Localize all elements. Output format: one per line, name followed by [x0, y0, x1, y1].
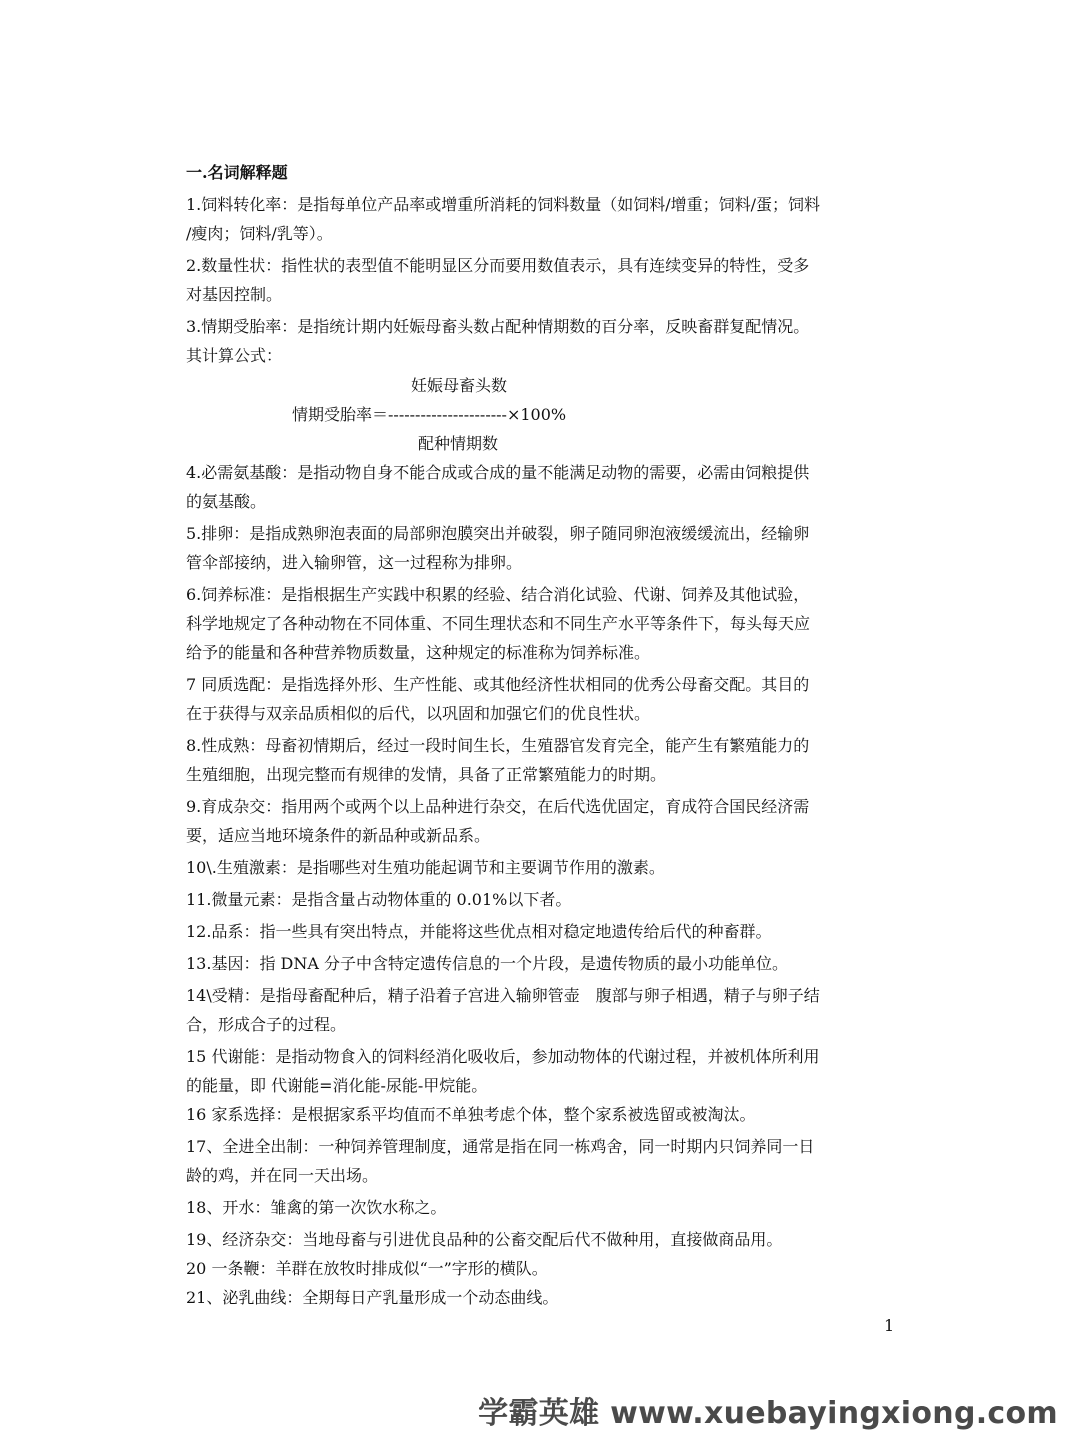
text-line: 的能量，即 代谢能=消化能-尿能-甲烷能。	[186, 1076, 488, 1095]
text-line: 的氨基酸。	[186, 492, 267, 511]
text-line: 给予的能量和各种营养物质数量，这种规定的标准称为饲养标准。	[186, 643, 651, 662]
text-line: 对基因控制。	[186, 285, 283, 304]
text-line: 要，适应当地环境条件的新品种或新品系。	[186, 826, 491, 845]
text-line: 管伞部接纳，进入输卵管，这一过程称为排卵。	[186, 553, 523, 572]
text-line: 8.性成熟：母畜初情期后，经过一段时间生长，生殖器官发育完全，能产生有繁殖能力的	[186, 736, 810, 755]
text-line: 生殖细胞，出现完整而有规律的发情，具备了正常繁殖能力的时期。	[186, 765, 667, 784]
formula-denominator: 配种情期数	[418, 434, 499, 453]
text-line: 15 代谢能：是指动物食入的饲料经消化吸收后，参加动物体的代谢过程，并被机体所利用	[186, 1047, 820, 1066]
text-line: 18、开水：雏禽的第一次饮水称之。	[186, 1198, 447, 1217]
text-line: 在于获得与双亲品质相似的后代，以巩固和加强它们的优良性状。	[186, 704, 651, 723]
page-number: 1	[884, 1316, 895, 1335]
text-line: /瘦肉；饲料/乳等）。	[186, 224, 333, 243]
text-line: 合，形成合子的过程。	[186, 1015, 347, 1034]
text-line: 17、全进全出制：一种饲养管理制度，通常是指在同一栋鸡舍，同一时期内只饲养同一日	[186, 1137, 815, 1156]
site-watermark: 学霸英雄 www.xuebayingxiong.com	[478, 1396, 1058, 1431]
text-line: 3.情期受胎率：是指统计期内妊娠母畜头数占配种情期数的百分率，反映畜群复配情况。	[186, 317, 810, 336]
document-body	[186, 158, 901, 1312]
text-line: 10\.生殖激素：是指哪些对生殖功能起调节和主要调节作用的激素。	[186, 858, 665, 877]
formula-expression: 情期受胎率＝----------------------×100%	[292, 405, 567, 424]
text-line: 13.基因：指 DNA 分子中含特定遗传信息的一个片段，是遗传物质的最小功能单位。	[186, 954, 789, 973]
text-line: 11.微量元素：是指含量占动物体重的 0.01%以下者。	[186, 890, 572, 909]
text-line: 科学地规定了各种动物在不同体重、不同生理状态和不同生产水平等条件下，每头每天应	[186, 614, 811, 633]
text-line: 其计算公式：	[186, 346, 283, 365]
text-line: 9.育成杂交：指用两个或两个以上品种进行杂交，在后代选优固定，育成符合国民经济需	[186, 797, 810, 816]
text-line: 2.数量性状：指性状的表型值不能明显区分而要用数值表示，具有连续变异的特性，受多	[186, 256, 810, 275]
section-heading: 一.名词解释题	[186, 163, 288, 182]
text-line: 20 一条鞭：羊群在放牧时排成似“一”字形的横队。	[186, 1259, 548, 1278]
text-line: 龄的鸡，并在同一天出场。	[186, 1166, 379, 1185]
text-line: 1.饲料转化率：是指每单位产品率或增重所消耗的饲料数量（如饲料/增重；饲料/蛋；饲料	[186, 195, 821, 214]
text-line: 14\受精：是指母畜配种后，精子沿着子宫进入输卵管壶 腹部与卵子相遇，精子与卵子结	[186, 986, 820, 1005]
text-line: 7 同质选配：是指选择外形、生产性能、或其他经济性状相同的优秀公母畜交配。其目的	[186, 675, 810, 694]
text-line: 16 家系选择：是根据家系平均值而不单独考虑个体，整个家系被选留或被淘汰。	[186, 1105, 756, 1124]
text-line: 19、经济杂交：当地母畜与引进优良品种的公畜交配后代不做种用，直接做商品用。	[186, 1230, 783, 1249]
text-line: 12.品系：指一些具有突出特点，并能将这些优点相对稳定地遗传给后代的种畜群。	[186, 922, 772, 941]
text-line: 6.饲养标准：是指根据生产实践中积累的经验、结合消化试验、代谢、饲养及其他试验，	[186, 585, 810, 604]
text-line: 4.必需氨基酸：是指动物自身不能合成或合成的量不能满足动物的需要，必需由饲粮提供	[186, 463, 810, 482]
text-line: 21、泌乳曲线：全期每日产乳量形成一个动态曲线。	[186, 1288, 559, 1307]
text-line: 5.排卵：是指成熟卵泡表面的局部卵泡膜突出并破裂，卵子随同卵泡液缓缓流出，经输卵	[186, 524, 810, 543]
formula-numerator: 妊娠母畜头数	[411, 376, 508, 395]
